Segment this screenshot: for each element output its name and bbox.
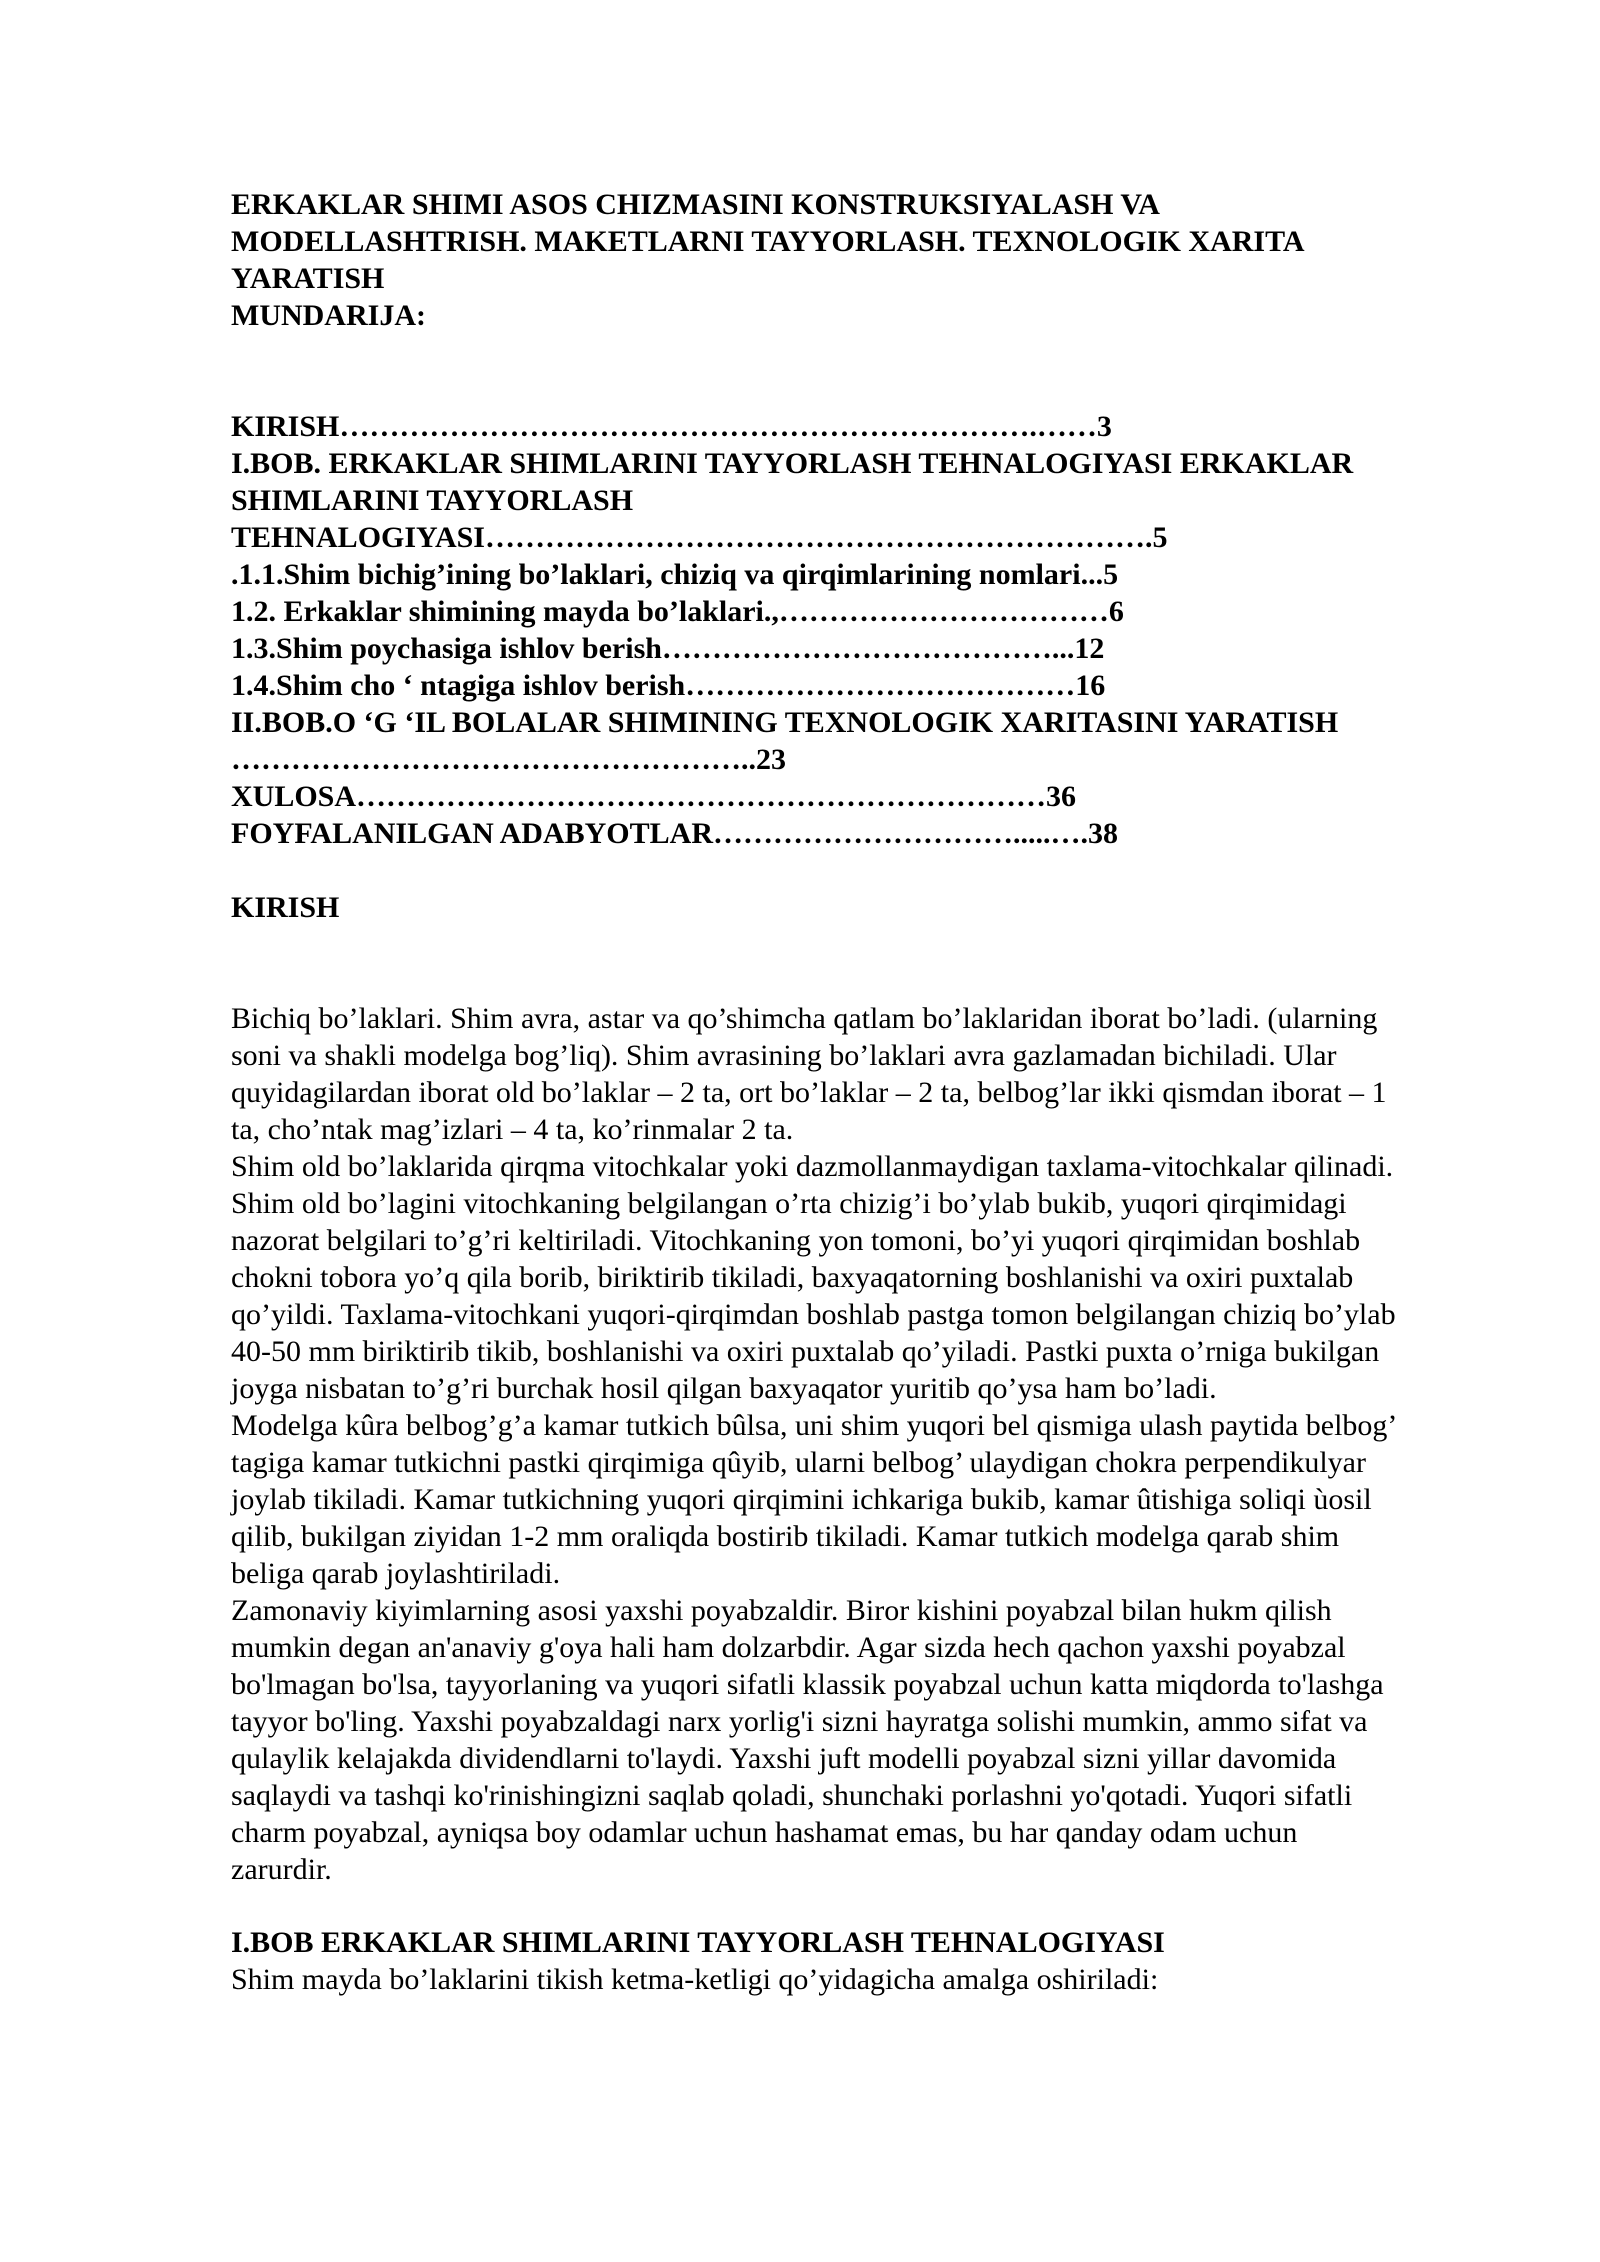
title-line-2: MODELLASHTRISH. MAKETLARNI TAYYORLASH. TEXNOLOGIK XARITA <box>231 225 1305 258</box>
paragraph: Bichiq bo’laklari. Shim avra, astar va qo’shimcha qatlam bo’laklaridan iborat bo’ladi. (ularning soni va shakli modelga bog’liq). Shim avrasining bo’laklari avra gazlamadan bichiladi. Ular quyidagilardan iborat old bo’laklar – 2 ta, ort bo’laklar – 2 ta, belbog’lar ikki qismdan iborat – 1 ta, cho’ntak mag’izlari – 4 ta, ko’rinmalar 2 ta. <box>231 1002 1387 1146</box>
paragraph: Modelga kûra belbog’g’a kamar tutkich bûlsa, uni shim yuqori bel qismiga ulash paytida belbog’ tagiga kamar tutkichni pastki qirqimiga qûyib, ularni belbog’ ulaydigan chokra perpendikulyar joylab tikiladi. Kamar tutkichning yuqori qirqimini ichkariga bukib, kamar ûtishiga soliqi ùosil qilib, bukilgan ziyidan 1-2 mm oraliqda bostirib tikiladi. Kamar tutkich modelga qarab shim beliga qarab joylashtiriladi. <box>231 1409 1398 1590</box>
title-line-1: ERKAKLAR SHIMI ASOS CHIZMASINI KONSTRUKSIYALASH VA <box>231 188 1160 221</box>
toc-entry: 1.4.Shim cho ‘ ntagiga ishlov berish…………………………………16 <box>231 669 1106 702</box>
chapter-heading: I.BOB ERKAKLAR SHIMLARINI TAYYORLASH TEHNALOGIYASI <box>231 1926 1165 1959</box>
paragraph: Shim old bo’laklarida qirqma vitochkalar yoki dazmollanmaydigan taxlama-vitochkalar qilinadi. Shim old bo’lagini vitochkaning belgilangan o’rta chizig’i bo’ylab bukib, yuqori qirqimidagi nazorat belgilari to’g’ri keltiriladi. Vitochkaning yon tomoni, bo’yi yuqori qirqimidan boshlab chokni tobora yo’q qila borib, biriktirib tikiladi, baxyaqatorning boshlanishi va oxiri puxtalab qo’yildi. Taxlama-vitochkani yuqori-qirqimdan boshlab pastga tomon belgilangan chiziq bo’ylab 40-50 mm biriktirib tikib, boshlanishi va oxiri puxtalab qo’yiladi. Pastki puxta o’rniga bukilgan joyga nisbatan to’g’ri burchak hosil qilgan baxyaqator yuritib qo’ysa ham bo’ladi. <box>231 1150 1396 1405</box>
toc-entry: II.BOB.O ‘G ‘IL BOLALAR SHIMINING TEXNOLOGIK XARITASINI YARATISH <box>231 706 1339 739</box>
toc-entry: 1.3.Shim poychasiga ishlov berish…………………………………...12 <box>231 632 1105 665</box>
contents-heading: MUNDARIJA: <box>231 299 426 332</box>
toc-entry: 1.2. Erkaklar shimining mayda bo’laklari.,……………………………6 <box>231 595 1124 628</box>
toc-entry: .1.1.Shim bichig’ining bo’laklari, chiziq va qirqimlarining nomlari...5 <box>231 558 1119 591</box>
section-heading-kirish: KIRISH <box>231 891 340 924</box>
title-line-3: YARATISH <box>231 262 385 295</box>
document-page <box>231 186 1531 1998</box>
toc-entry: FOYFALANILGAN ADABYOTLAR………………………….....….38 <box>231 817 1118 850</box>
chapter-intro-text: Shim mayda bo’laklarini tikish ketma-ketligi qo’yidagicha amalga oshiriladi: <box>231 1963 1159 1996</box>
document-title <box>231 186 1531 297</box>
introduction-body <box>231 1000 1531 1888</box>
table-of-contents <box>231 408 1531 852</box>
toc-entry: KIRISH…………………………………………………………….……3 <box>231 410 1112 443</box>
toc-entry: I.BOB. ERKAKLAR SHIMLARINI TAYYORLASH TEHNALOGIYASI ERKAKLAR <box>231 447 1354 480</box>
paragraph: Zamonaviy kiyimlarning asosi yaxshi poyabzaldir. Biror kishini poyabzal bilan hukm qilish mumkin degan an'anaviy g'oya hali ham dolzarbdir. Agar sizda hech qachon yaxshi poyabzal bo'lmagan bo'lsa, tayyorlaning va yuqori sifatli klassik poyabzal uchun katta miqdorda to'lashga tayyor bo'ling. Yaxshi poyabzaldagi narx yorlig'i sizni hayratga solishi mumkin, ammo sifat va qulaylik kelajakda dividendlarni to'laydi. Yaxshi juft modelli poyabzal sizni yillar davomida saqlaydi va tashqi ko'rinishingizni saqlab qoladi, shunchaki porlashni yo'qotadi. Yuqori sifatli charm poyabzal, ayniqsa boy odamlar uchun hashamat emas, bu har qanday odam uchun zarurdir. <box>231 1594 1384 1886</box>
toc-entry: XULOSA……………………………………………………………36 <box>231 780 1077 813</box>
toc-entry: SHIMLARINI TAYYORLASH <box>231 484 634 517</box>
toc-entry: TEHNALOGIYASI………………………………………………………….5 <box>231 521 1168 554</box>
toc-entry: ……………………………………………..23 <box>231 743 786 776</box>
